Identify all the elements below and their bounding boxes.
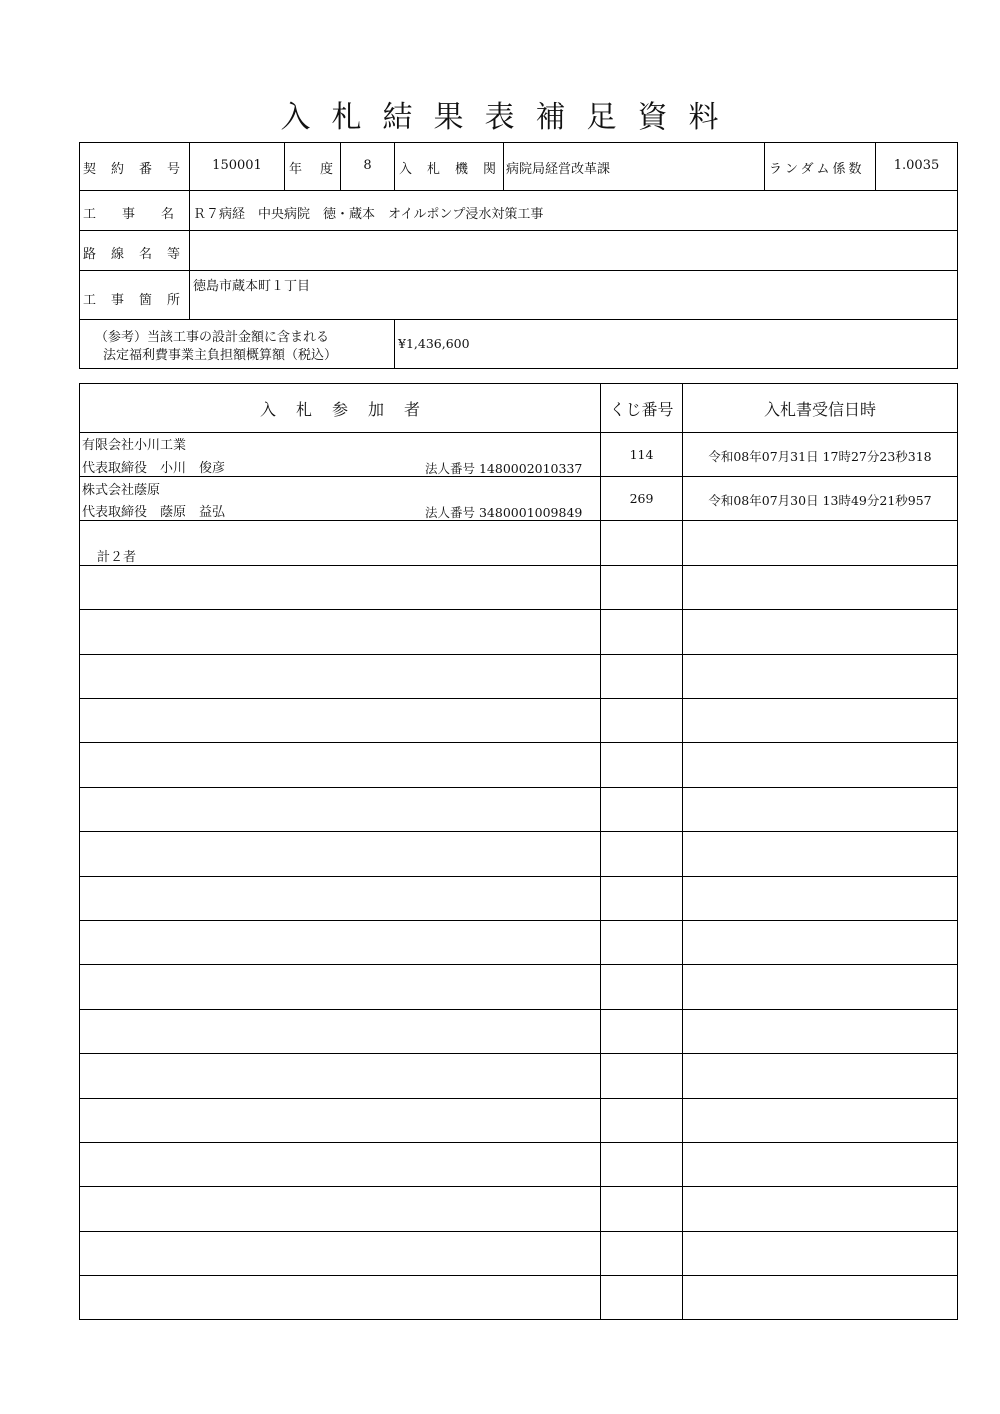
divider [682, 383, 683, 1320]
divider [394, 319, 395, 369]
work-name-value: Ｒ７病経 中央病院 徳・蔵本 オイルポンプ浸水対策工事 [193, 207, 544, 222]
representative: 代表取締役 蔭原 益弘 [82, 505, 226, 520]
divider [394, 142, 395, 190]
divider [79, 230, 958, 231]
divider [79, 190, 958, 191]
header-lottery: くじ番号 [609, 400, 674, 419]
divider [79, 787, 958, 788]
divider [79, 698, 958, 699]
divider [79, 432, 958, 433]
agency-label: 入札機関 [399, 162, 512, 177]
location-label: 工事箇所 [83, 293, 196, 308]
random-value: 1.0035 [893, 158, 940, 173]
ref-amount-value: ¥1,436,600 [398, 336, 470, 351]
divider [79, 1231, 958, 1232]
page-title: 入札結果表補足資料 [280, 100, 740, 135]
divider [79, 1186, 958, 1187]
year-value: 8 [363, 158, 372, 173]
company-name: 株式会社蔭原 [82, 483, 161, 498]
lottery-number: 269 [629, 491, 654, 506]
divider [79, 964, 958, 965]
agency-value: 病院局経営改革課 [506, 162, 611, 177]
total-count: 計２者 [97, 550, 137, 565]
ref-label-line1: （参考）当該工事の設計金額に含まれる [95, 330, 330, 345]
contract-no-value: 150001 [212, 158, 262, 173]
divider [600, 383, 601, 1320]
divider [79, 742, 958, 743]
divider [79, 1053, 958, 1054]
company-name: 有限会社小川工業 [82, 438, 187, 453]
ref-label-line2: 法定福利費事業主負担額概算額（税込） [103, 348, 338, 363]
bidders-table-border [79, 383, 958, 1320]
divider [764, 142, 765, 190]
divider [79, 1142, 958, 1143]
location-value: 徳島市蔵本町１丁目 [193, 279, 311, 294]
header-participant: 入札参加者 [259, 400, 440, 419]
divider [79, 609, 958, 610]
year-label: 年度 [289, 162, 352, 177]
corp-number: 法人番号 3480001009849 [425, 505, 583, 520]
representative: 代表取締役 小川 俊彦 [82, 461, 226, 476]
random-label: ランダム係数 [769, 162, 865, 177]
route-label: 路線名等 [83, 247, 196, 262]
header-received: 入札書受信日時 [763, 400, 876, 419]
received-datetime: 令和08年07月30日 13時49分21秒957 [708, 493, 932, 508]
corp-number: 法人番号 1480002010337 [425, 461, 583, 476]
divider [79, 1009, 958, 1010]
divider [79, 876, 958, 877]
divider [79, 1098, 958, 1099]
contract-no-label: 契約番号 [83, 162, 196, 177]
work-name-label: 工事名 [83, 207, 201, 222]
lottery-number: 114 [629, 447, 654, 462]
divider [79, 565, 958, 566]
divider [79, 1275, 958, 1276]
divider [79, 654, 958, 655]
divider [284, 142, 285, 190]
received-datetime: 令和08年07月31日 17時27分23秒318 [708, 449, 932, 464]
divider [79, 920, 958, 921]
divider [79, 831, 958, 832]
divider [79, 270, 958, 271]
